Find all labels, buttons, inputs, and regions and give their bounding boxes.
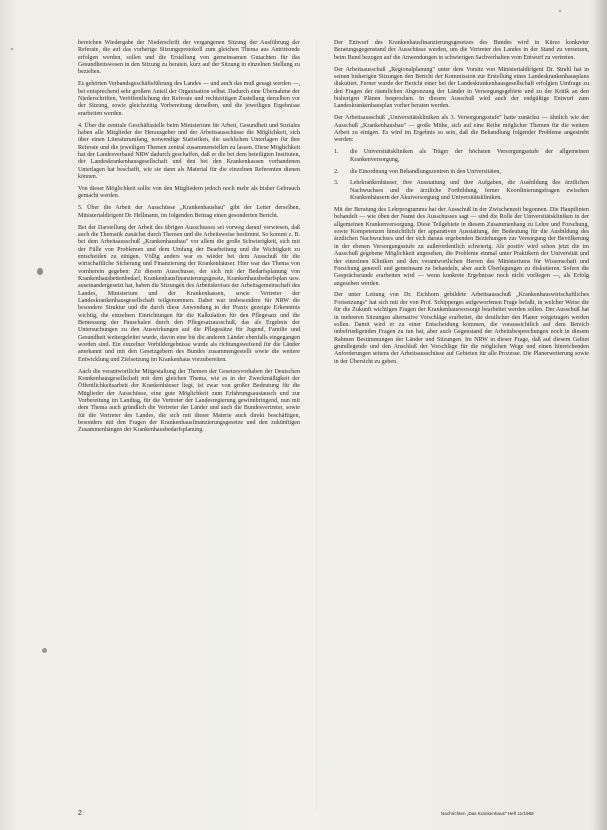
page-edge-shadow: [593, 0, 607, 830]
list-number: 2.: [334, 168, 339, 175]
punch-hole-mark: [42, 648, 47, 653]
left-text-column: [78, 40, 300, 439]
paragraph: Der unter Leitung von Dr. Eichhorn gebildete Arbeitsausschuß „Krankenhauswirtschaftliches Fortsetzungs" hat sich mit der von Prof. Schipperges aufgeworfenen Frage befaßt, in welcher Weise die für die Zukunft wichtigen Fragen der Krankenhausvorsorge bearbeitet werden sollen. Der Ausschuß hat in mehreren Sitzungen alternative Vorschläge erarbeitet, die deutlicher den Planer vorgetragen werden sollen. Damit wird er zu einer Entscheidung kommen, die voraussichtlich auf dem Bereich unbefriedigenden Fragen zu tun hat, aber auch Gegenstand der Arbeitsbesprechungen noch in diesem Rahmen Bestimmungen der Länder und Sitzungen. Im NRW in dieser Frage, daß auf diesem Gebiet grundlegende und den Anschluß der Vorschläge für die möglichen Wege und einen hinreichenden Anforderungen seitens der Arbeitsausschüsse auf Gebieten für alle Prozesse. Die Planerweiterung sowie in der Übersicht zu geben.: [334, 292, 589, 365]
list-text: Lehrkrankenhäuser, ihre Ausstattung und ihre Aufgaben, die Ausbildung des ärztlichen Nachwuchses und die ärztliche Fortbildung, ferner Koordinierungsfragen zwischen Krankenhäusern der Akutversorgung und Universitätskliniken.: [350, 180, 589, 202]
list-number: 1.: [334, 149, 339, 156]
page-citation: Nachrichten „Das Krankenhaus" Heft 11/1969: [441, 811, 534, 816]
paragraph: bereichen Wiedergabe der Niederschrift der vergangenen Sitzung der Ausführung der Referate, die auf das vorherige Sitzungsprotokoll zum gleichen Thema aus Antrittsrede erfolgen werden, sollen und die Erstellung von gemeinsamen Gutachten für das Gesundheitswesen in den Sitzung zu beraten, kurz auf der Sitzung in einzelnen Stellung zu beziehen.: [78, 40, 300, 76]
list-text: die Einordnung von Behandlungszentren in den Universitäten,: [350, 168, 501, 175]
punch-hole-mark: [37, 268, 43, 275]
speck-mark: [559, 10, 561, 12]
paragraph: Auch die verantwortliche Mitgestaltung der Themen der Gesetzesvorhaben der Deutschen Krankenhausgesellschaft mit dem gleichen Thema, wie es in der Zweckmäßigkeit der Öffentlichkeitsarbeit der Krankenhäuser liegt, ist zwar von großer Bedeutung für die Mitglieder der Ausschüsse, eine gute Möglichkeit zum Erfahrungsaustausch und zur Vorbereitung im Landtag, für die Vertreter der Landesregierung gewinnbringend, nun mit dem Thema auch gründlich die Vertreter der Länder und auch die Bundesvertreter, sowie für die Vertreter des Landes, die sich mit dieser Materie auch direkt beschäftigen, besonders mit den Fragen der Krankenhausfinanzierungsgesetze und den zukünftigen Zusammenhängen der Krankenhausbedarfsplanung.: [78, 368, 300, 434]
right-text-column: [334, 40, 589, 371]
paragraph: Es gehörten Verbandsgeschäftsführung des Landes — und auch das muß gesagt werden —, bei entsprechend sehr großem Anteil der Organisation selbst. Dadurch eine Übernahme der Niederschriften, Veröffentlichung der Referate und rechtzeitigen Zustellung derselben vor der Sitzung, sowie gleichzeitig Vorbereitung derselben, und die jeweiligen Ergebnisse erarbeiten werden.: [78, 81, 300, 117]
paragraph: Von dieser Möglichkeit sollte von den Mitgliedern jedoch noch mehr als bisher Gebrauch gemacht werden.: [78, 185, 300, 200]
paragraph: Der Entwurf des Krankenhausfinanzierungsgesetzes des Bundes wird in Kürze konkreter Beratungsgegenstand der Ausschüsse werden, um die Vertreter des Landes in der Stand zu versetzen, beim Bund bezogen auf die Anwendungen in schwierigen Sachverhalten vom Entwurf zu vertreten.: [334, 40, 589, 61]
list-item: [334, 149, 589, 164]
list-item: [334, 180, 589, 202]
paragraph: Bei der Darstellung der Arbeit des übrigen Ausschusses sei vorweg darauf verwiesen, daß auch die Thematik zunächst durch Themen und die Arbeitsweise bestimmt. So kommt z. B. bei dem Arbeitsausschuß „Krankenhausbau" vor allem die große Schwierigkeit, sich mit der Fülle von Problemen und dem Umfang der Bearbeitung und die Wichtigkeit zu entscheiden zu einigen. Völlig anders war es wieder bei dem Ausschuß für die wirtschaftliche Sicherung und Finanzierung der Krankenhäuser. Hier war das Thema von vornherein gegeben: Zu diesem Ausschusse, der sich mit der Bedarfsplanung von Krankenhausbettenbedarf, Krankenhausfinanzierungsgesetz, Krankenhausbedarfsplan usw. auseinandergesetzt hat, haben die Sitzungen des Arbeitskreises der Arbeitsgemeinschaft des Landes, Ministerium und der Krankenkassen, sowie Vertreter der Landeskrankenhausgesellschaft teilgenommen. Dabei war insbesondere für NRW die besondere Struktur und die durch diese Anwendung in der Praxis gezeigte Erkenntnis wichtig, die einzelnen Einrichtungen für die Kalkulation für den Pflegesatz und die Bemessung der Pauschalen durch den Pflegesatzausschuß, das als Ergebnis der Untersuchungen zu den Auswirkungen auf die Pflegesätze für Jugend, Familie und Gesundheit weitergeleitet wurde, davon eine bis die anderen Länder ebenfalls eingegangen worden sind. Ein einzelner Vorbildergebnisse wurde als richtungsweisend für die Länder anerkannt und mit den Gesetzgebern des Bundes zusammengestellt sowie die weitere Entwicklung und Zielsetzung im Krankenhaus vorzubereiten.: [78, 224, 300, 363]
paragraph: Mit der Beratung des Lehrprogramms hat der Ausschuß in der Zwischenzeit begonnen. Die Hauptlinien behandelt — wie oben der Name des Ausschusses sagt — sind die Rolle der Universitätskliniken in der allgemeinen Krankenversorgung. Diese Teilgebiete in diesem Zusammenhang zu Lehre und Forschung, sowie Kompetenzen hinsichtlich der apparativen Ausstattung, der Bedeutung für die Ausbildung des ärztlichen Nachwuchses und der sich daraus ergebenden Beziehungen zur Versorgung der Bevölkerung in der ebenen Versorgungsstufe zu außerordentlich schwierig. Als positiv wird schon jetzt die im Ausschuß gegebene Möglichkeit angesehen, die Probleme einmal unter Praktikern der Universität und der einzelnen Kliniken und den verantwortlichen Herren des Ministeriums für Wissenschaft und Forschung generell und gemeinsam zu behandeln, aber auch Überlegungen zu diskutieren. Sofern die Gesprächsrunde erarbeiten wird — wenn konkrete Ergebnisse noch nicht vorliegen —, als Erfolg angesehen werden.: [334, 207, 589, 287]
list-item: [334, 169, 589, 176]
column-gutter: [316, 40, 317, 810]
list-number: 3.: [334, 180, 339, 187]
paragraph: Der Arbeitsausschuß „Universitätskliniken als 3. Versorgungsstufe" hatte zunächst — ähnlich wie der Ausschuß „Krankenhausbau" — große Mühe, sich auf eine Reihe möglicher Themen für die weitere Arbeit zu einigen. Es wird im Ergebnis so sein, daß die Behandlung folgender Probleme angestrebt werden:: [334, 115, 589, 144]
list-text: die Universitätskliniken als Träger der höchsten Versorgungsstufe der allgemeinen Krankenversorgung,: [350, 149, 589, 163]
paragraph: Der Arbeitsausschuß „Regionalplanung" unter dem Vorsitz von Ministerialdirigent Dr. Strahl hat in seinen bisherigen Sitzungen den Bericht der Kommission zur Erstellung eines Landeskrankenhausplans diskutiert. Ferner wurde der Bericht einer bei der Landeskrankenhausgesellschaft erfolgten Umfrage zu den Fragen der räumlichen Abgrenzung der Länder in Versorgungsgebiete und zu der Kritik an den bisherigen Plänen besprochen. In diesem Ausschuß wird auch der endgültige Entwurf zum Landeskrankenhausplan vorher beraten werden.: [334, 66, 589, 110]
paragraph: 4. Über die zentrale Geschäftsstelle beim Ministerium für Arbeit, Gesundheit und Soziales haben alle Mitglieder der Herausgeber und der Arbeitsausschüsse die Möglichkeit, sich über einen Literaturumfang, notwendige Statistiken, die sachlichen Unterlagen für ihre Referate und die jeweiligen Themen zentral zusammenstellen zu lassen. Diese Möglichkeit hat der Landesverband NRW dadurch geschaffen, daß er die bei dem beteiligten Instituten, der Landeskrankenhausgesellschaft und den bei den Krankenkassen vorhandenen Unterlagen hat beschafft, wie sie dann als Material für die einzelnen Referenten dienen können.: [78, 122, 300, 181]
speck-mark: [11, 48, 13, 50]
paragraph: 5. Über die Arbeit der Ausschüsse „Krankenhausbau" gibt der Leiter derselben, Ministerialdirigent Dr. Hellmann, im folgenden Beitrag einen gesonderten Bericht.: [78, 205, 300, 219]
page-number: 2: [78, 810, 82, 817]
